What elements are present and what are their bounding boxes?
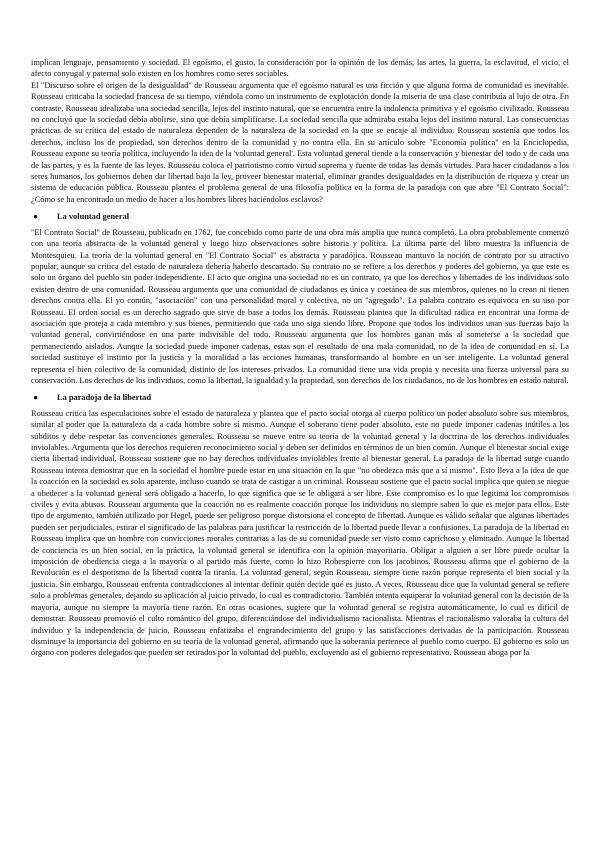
section-heading-text: La voluntad general: [57, 212, 130, 222]
intro-paragraph: implican lenguaje, pensamiento y sociedad. El egoísmo, el gusto, la consideración por la opinión de los demás, las artes, la guerra, la esclavitud, el vicio, el afecto conyugal y paternal solo existen en los hombres como seres sociables.: [31, 58, 569, 79]
document-page: [31, 0, 569, 659]
paradoja-paragraph: Rousseau critica las especulaciones sobre el estado de naturaleza y plantea que el pacto social otorga al cuerpo político un poder absoluto sobre sus miembros, similar al poder que la naturaleza da a cada hombre sobre sí mismo. Aunque el soberano tiene poder absoluto, este no puede imponer cadenas inútiles a los súbditos y debe respetar las convenciones generales. Rousseau se mueve entre su teoría de la voluntad general y la doctrina de los derechos individuales inviolables. Argumenta que los derechos requieren reconocimiento social y deben ser definidos en términos de un bien común. Aunque el bienestar social exige cierta libertad individual, Rousseau sostiene que no hay derechos individuales inviolables frente al bienestar general. La paradoja de la libertad surge cuando Rousseau intenta demostrar que en la sociedad el hombre puede estar en una situación en la que "no obedezca más que a sí mismo". Esto lleva a la idea de que la coacción en la sociedad es solo aparente, incluso cuando se trata de castigar a un criminal. Rousseau sostiene que el pacto social implica que quien se niegue a obedecer a la voluntad general será obligado a hacerlo, lo que significa que se le obligará a ser libre. Este compromiso es lo que legitima los compromisos civiles y evita abusos. Rousseau argumenta que la coacción no es realmente coacción porque los individuos no siempre saben lo que es mejor para ellos. Este tipo de argumento, también utilizado por Hegel, puede ser peligroso porque distorsiona el concepto de libertad. Aunque es válido señalar que algunas libertades pueden ser perjudiciales, estirar el significado de las palabras para justificar la restricción de la libertad puede llevar a confusiones. La paradoja de la libertad en Rousseau implica que un hombre con convicciones morales contrarias a las de su comunidad puede ser visto como caprichoso y eliminado. Aunque la libertad de conciencia es un bien social, en la práctica, la voluntad general se identifica con la opinión mayoritaria. Obligar a alguien a ser libre puede ocultar la imposición de obediencia ciega a la mayoría o al partido más fuerte, como lo hizo Robespierre con los jacobinos. Rousseau afirma que el gobierno de la Revolución es el despotismo de la libertad contra la tiranía. La voluntad general, según Rousseau, siempre tiene razón porque representa el bien social y la justicia. Sin embargo, Rousseau enfrenta contradicciones al intentar definir quién decide qué es justo. A veces, Rousseau dice que la voluntad general se refiere solo a problemas generales, dejando su aplicación al juicio privado, lo cual es contradictorio. También intenta equiparar la voluntad general con la decisión de la mayoría, aunque no siempre la mayoría tiene razón. En otras ocasiones, sugiere que la voluntad general se registra automáticamente, lo cual es difícil de demostrar. Rousseau promovió el culto romántico del grupo, diferenciándose del individualismo racionalista. Mientras el racionalismo valoraba la cultura del individuo y la independencia de juicio, Rousseau enfatizaba el engrandecimiento del grupo y las satisfacciones derivadas de la participación. Rousseau disminuye la importancia del gobierno en su teoría de la voluntad general, afirmando que la soberanía pertenece al pueblo como cuerpo. El gobierno es solo un órgano con poderes delegados que pueden ser retirados por la voluntad del pueblo, excluyendo así el gobierno representativo. Rousseau aboga por la: [31, 408, 569, 658]
bullet-icon: ●: [33, 393, 39, 403]
discurso-paragraph: El "Discurso sobre el origen de la desigualdad" de Rousseau argumenta que el egoísmo natural es una ficción y que alguna forma de comunidad es inevitable. Rousseau criticaba la sociedad francesa de su tiempo, viéndola como un instrumento de explotación donde la miseria de una clase contribuía al lujo de otra. En contraste, Rousseau idealizaba una sociedad sencilla, lejos del instinto natural, que se encuentra entre la indolencia primitiva y el egoísmo civilizado. Rousseau no concluyó que la sociedad debía abolirse, sino que debía simplificarse. La sociedad sencilla que admiraba estaba lejos del instinto natural. Las consecuencias prácticas de su crítica del estado de naturaleza dependen de la naturaleza de la sociedad en la que se encaje al individuo. Rousseau sostenía que todos los derechos, incluso los de propiedad, son derechos dentro de la comunidad y no contra ella. En su artículo sobre "Economía política" en la Enciclopedia, Rousseau expone su teoría política, incluyendo la idea de la 'voluntad general'. Esta voluntad general tiende a la conservación y bienestar del todo y de cada una de las partes, y es la fuente de las leyes. Rousseau coloca el patriotismo como virtud suprema y fuente de todas las demás virtudes. Para hacer ciudadanos a los seres humanos, los gobiernos deben dar libertad bajo la ley, proveer bienestar material, eliminar grandes desigualdades en la distribución de riqueza y crear un sistema de educación pública. Rousseau plantea el problema general de una filosofía política en la forma de la paradoja con que abre "El Contrato Social": ¿Cómo se ha encontrado un medio de hacer a los hombres libres haciéndolos esclavos?: [31, 80, 569, 204]
section-heading-voluntad-general: [31, 211, 569, 222]
section-heading-paradoja-libertad: [31, 392, 569, 403]
voluntad-paragraph: "El Contrato Social" de Rousseau, publicado en 1762, fue concebido como parte de una obra más amplia que nunca completó. La obra probablemente comenzó con una teoría abstracta de la voluntad general y luego hizo observaciones sobre historia y política. La última parte del libro muestra la influencia de Montesquieu. La teoría de la voluntad general en "El Contrato Social" es abstracta y paradójica. Rousseau mantuvo la noción de contrato por su atractivo popular, aunque su crítica del estado de naturaleza debería haberlo descartado. Su contrato no se refiere a los derechos y poderes del gobierno, ya que este es solo un órgano del pueblo sin poder independiente. El acto que origina una sociedad no es un contrato, ya que los derechos y libertades de los individuos solo existen dentro de una comunidad. Rousseau argumenta que una comunidad de ciudadanos es única y coetánea de sus miembros, quienes no la crean ni tienen derechos contra ella. El yo común, "asociación" con una personalidad moral y colectiva, no un "agregado". La palabra contrato es equívoca en su uso por Rousseau. El orden social es un derecho sagrado que sirve de base a todos los demás. Rousseau plantea que la dificultad radica en encontrar una forma de asociación que proteja a cada miembro y sus bienes, permitiendo que cada uno siga siendo libre. Propone que todos los individuos unan sus fuerzas bajo la voluntad general, convirtiéndose en una parte indivisible del todo. Rousseau argumenta que los hombres ganan más al someterse a la sociedad que permaneciendo aislados. Aunque la sociedad puede imponer cadenas, estas son el resultado de una mala comunidad, no de la idea de comunidad en sí. La sociedad sustituye el instinto por la justicia y la moralidad a las acciones humanas, transformando al hombre en un ser inteligente. La voluntad general representa el bien colectivo de la comunidad, distinto de los intereses privados. La comunidad tiene una vida propia y necesita una fuerza universal para su conservación. Los derechos de los individuos, como la libertad, la igualdad y la propiedad, son derechos de los ciudadanos, no de los hombres en estado natural.: [31, 227, 569, 385]
bullet-icon: ●: [33, 212, 39, 222]
section-heading-text: La paradoja de la libertad: [57, 393, 151, 403]
